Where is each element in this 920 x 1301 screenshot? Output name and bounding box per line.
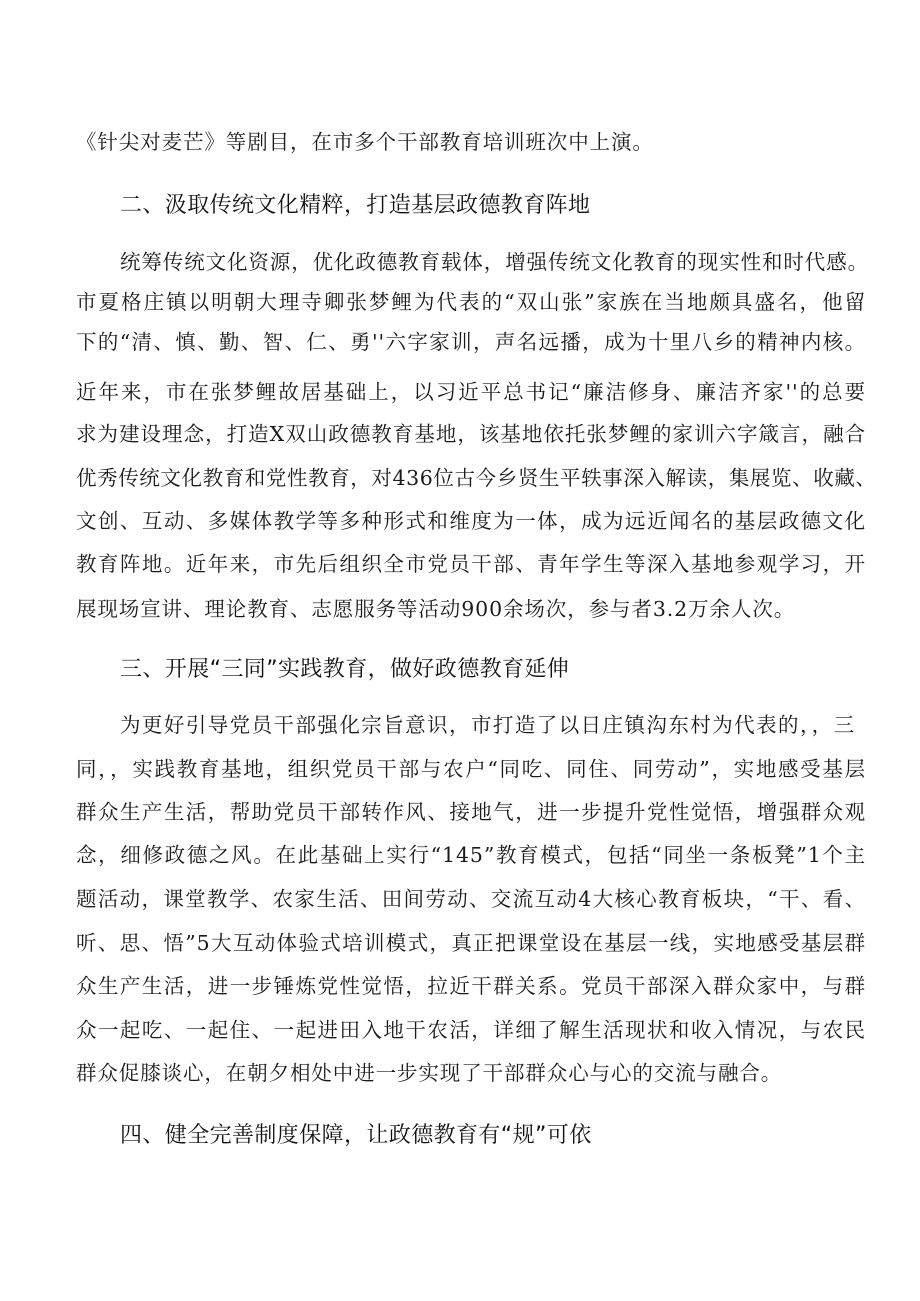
- paragraph-line: 优秀传统文化教育和党性教育，对436位古今乡贤生平轶事深入解读，集展览、收藏、: [76, 466, 877, 490]
- section-heading-4: 四、健全完善制度保障，让政德教育有“规”可依: [120, 1123, 592, 1148]
- paragraph-line: 同，，实践教育基地，组织党员干部与农户“同吃、同住、同劳动”，实地感受基层: [76, 757, 866, 781]
- paragraph-line: 文创、互动、多媒体教学等多种形式和维度为一体，成为远近闻名的基层政德文化: [76, 509, 866, 533]
- paragraph-line: 求为建设理念，打造X双山政德教育基地，该基地依托张梦鲤的家训六字箴言，融合: [76, 422, 866, 446]
- paragraph-line: 展现场宣讲、理论教育、志愿服务等活动900余场次，参与者3.2万余人次。: [76, 597, 796, 621]
- paragraph-line: 群众促膝谈心，在朝夕相处中进一步实现了干部群众心与心的交流与融合。: [76, 1061, 783, 1085]
- paragraph-line: 下的“清、慎、勤、智、仁、勇''六字家训，声名远播，成为十里八乡的精神内核。: [76, 330, 866, 354]
- paragraph-line: 市夏格庄镇以明朝大理寺卿张梦鲤为代表的“双山张”家族在当地颇具盛名，他留: [76, 290, 866, 314]
- paragraph-line: 众一起吃、一起住、一起进田入地干农活，详细了解生活现状和收入情况，与农民: [76, 1018, 866, 1042]
- paragraph-line: 《针尖对麦芒》等剧目，在市多个干部教育培训班次中上演。: [76, 130, 654, 154]
- paragraph-line: 群众生产生活，帮助党员干部转作风、接地气，进一步提升党性觉悟，增强群众观: [76, 800, 866, 824]
- paragraph-line: 教育阵地。近年来，市先后组织全市党员干部、青年学生等深入基地参观学习，开: [76, 552, 866, 576]
- section-heading-3: 三、开展“三同”实践教育，做好政德教育延伸: [120, 657, 570, 682]
- paragraph-line: 统筹传统文化资源，优化政德教育载体，增强传统文化教育的现实性和时代感。: [120, 250, 869, 274]
- paragraph-line: 题活动，课堂教学、农家生活、田间劳动、交流互动4大核心教育板块，“干、看、: [76, 887, 866, 911]
- paragraph-line: 为更好引导党员干部强化宗旨意识，市打造了以日庄镇沟东村为代表的，，三: [120, 713, 855, 737]
- paragraph-line: 近年来，市在张梦鲤故居基础上，以习近平总书记“廉洁修身、廉洁齐家''的总要: [76, 380, 866, 404]
- paragraph-line: 听、思、悟”5大互动体验式培训模式，真正把课堂设在基层一线，实地感受基层群: [76, 931, 866, 955]
- paragraph-line: 念，细修政德之风。在此基础上实行“145”教育模式，包括“同坐一条板凳”1个主: [76, 843, 866, 867]
- paragraph-line: 众生产生活，进一步锤炼党性觉悟，拉近干群关系。党员干部深入群众家中，与群: [76, 974, 866, 998]
- section-heading-2: 二、汲取传统文化精粹，打造基层政德教育阵地: [120, 193, 591, 218]
